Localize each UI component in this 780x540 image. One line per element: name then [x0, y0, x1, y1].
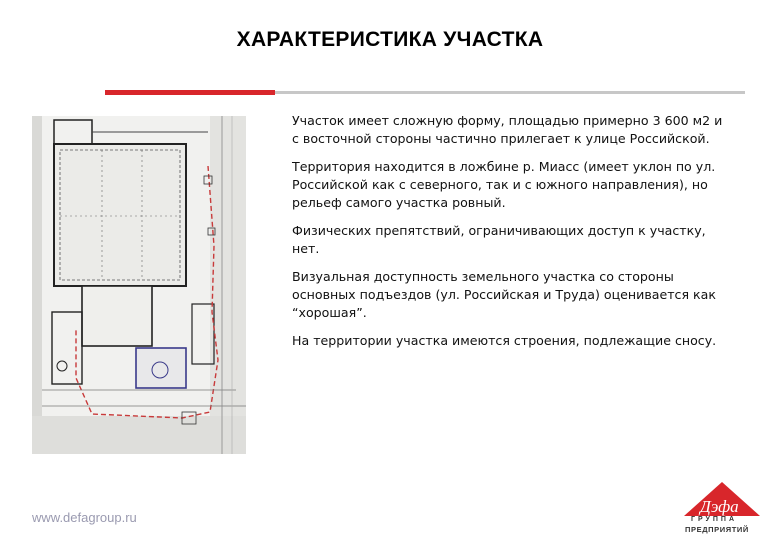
page-title: ХАРАКТЕРИСТИКА УЧАСТКА — [236, 28, 544, 51]
paragraph-terrain: Территория находится в ложбине р. Миасс (имеет уклон по ул. Российской как с северного, так и с южного направления), но рельеф самого участка ровный. — [292, 159, 716, 210]
logo-mark-text: Дэфа — [700, 497, 739, 516]
title-divider-accent — [105, 90, 275, 95]
site-plan-image — [32, 116, 246, 454]
company-logo — [682, 482, 762, 534]
paragraph-buildings: На территории участка имеются строения, подлежащие сносу. — [292, 333, 717, 348]
logo-line-1: ГРУППА — [691, 516, 738, 523]
paragraph-shape-area: Участок имеет сложную форму, площадью примерно 3 600 м2 и с восточной стороны частично прилегает к улице Российской. — [292, 113, 723, 146]
logo-line-2: ПРЕДПРИЯТИЙ — [685, 525, 749, 534]
description-text — [292, 112, 732, 360]
footer-website-link[interactable]: www.defagroup.ru — [32, 510, 137, 525]
logo-triangle-icon — [682, 482, 762, 516]
paragraph-access-obstacles: Физических препятствий, ограничивающих доступ к участку, нет. — [292, 223, 706, 256]
paragraph-visibility: Визуальная доступность земельного участка со стороны основных подъездов (ул. Российская и Труда) оценивается как “хорошая”. — [292, 269, 716, 320]
